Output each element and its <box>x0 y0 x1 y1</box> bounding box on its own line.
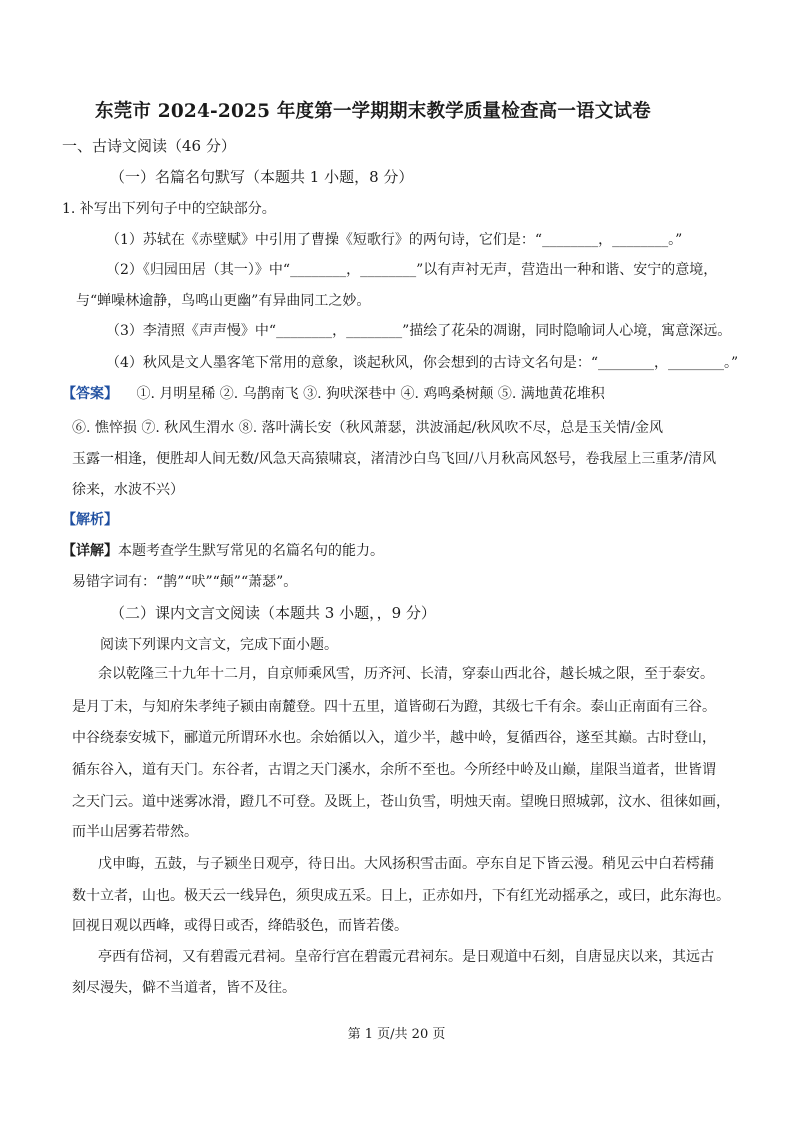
part-2-instruction: 阅读下列课内文言文，完成下面小题。 <box>100 637 338 653</box>
part-heading-dictation: （一）名篇名句默写（本题共 1 小题，8 分） <box>110 168 414 186</box>
answer-continuation: 徐来，水波不兴） <box>72 482 184 498</box>
answer-text: ①. 月明星稀 ②. 乌鹊南飞 ③. 狗吠深巷中 ④. 鸡鸣桑树颠 ⑤. 满地黄花堆积 <box>136 386 605 402</box>
detail-tag: 【详解】 <box>62 543 118 559</box>
passage-line: 中谷绕泰安城下，郦道元所谓环水也。余始循以入，道少半，越中岭，复循西谷，遂至其巅。古时登山， <box>72 730 716 746</box>
passage-line: 而半山居雾若带然。 <box>72 824 198 840</box>
passage-line: 刻尽漫失，僻不当道者，皆不及往。 <box>72 980 296 996</box>
passage-line: 循东谷入，道有天门。东谷者，古谓之天门溪水，余所不至也。今所经中岭及山巅，崖限当道者，世皆谓 <box>72 762 716 778</box>
question-1-item: （1）苏轼在《赤壁赋》中引用了曹操《短歌行》的两句诗，它们是：“________，________。” <box>106 232 683 248</box>
passage-line: 戊申晦，五鼓，与子颍坐日观亭，待日出。大风扬积雪击面。亭东自足下皆云漫。稍见云中白若樗蒱 <box>98 856 714 872</box>
section-heading-classical-reading: 一、古诗文阅读（46 分） <box>62 137 236 155</box>
passage-line: 余以乾隆三十九年十二月，自京师乘风雪，历齐河、长清，穿泰山西北谷，越长城之限，至于泰安。 <box>98 666 714 682</box>
question-1-item: （2）《归园田居（其一）》中“________，________”以有声衬无声，营造出一种和谐、安宁的意境， <box>106 262 718 278</box>
detail-text: 本题考查学生默写常见的名篇名句的能力。 <box>118 543 384 559</box>
answer-line <box>62 384 605 404</box>
question-1-item: （4）秋风是文人墨客笔下常用的意象，谈起秋风，你会想到的古诗文名句是：“________，________。” <box>106 355 739 371</box>
passage-line: 数十立者，山也。极天云一线异色，须臾成五采。日上，正赤如丹，下有红光动摇承之，或曰，此东海也。 <box>72 888 730 904</box>
passage-line: 回视日观以西峰，或得日或否，绛皓驳色，而皆若偻。 <box>72 918 408 934</box>
passage-line: 之天门云。道中迷雾冰滑，蹬几不可登。及既上，苍山负雪，明烛天南。望晚日照城郭，汶水、徂徕如画， <box>72 794 730 810</box>
question-1-item: （3）李清照《声声慢》中“________，________”描绘了花朵的凋谢，同时隐喻词人心境，寓意深远。 <box>106 323 732 339</box>
passage-line: 是月丁未，与知府朱孝纯子颍由南麓登。四十五里，道皆砌石为蹬，其级七千有余。泰山正南面有三谷。 <box>72 699 716 715</box>
answer-continuation: ⑥. 憔悴损 ⑦. 秋风生渭水 ⑧. 落叶满长安（秋风萧瑟，洪波涌起/秋风吹不尽，总是玉关情/金风 <box>72 420 664 436</box>
part-heading-classical-chinese: （二）课内文言文阅读（本题共 3 小题，，9 分） <box>110 604 436 622</box>
answer-continuation: 玉露一相逢，便胜却人间无数/风急天高猿啸哀，渚清沙白鸟飞回/八月秋高风怒号，卷我屋上三重茅/清风 <box>72 451 717 467</box>
analysis-tag: 【解析】 <box>62 512 118 528</box>
error-prone-words: 易错字词有：“鹊”“吠”“颠”“萧瑟”。 <box>72 574 298 590</box>
question-1-item: 与“蝉噪林逾静，鸟鸣山更幽”有异曲同工之妙。 <box>76 293 371 309</box>
passage-line: 亭西有岱祠，又有碧霞元君祠。皇帝行宫在碧霞元君祠东。是日观道中石刻，自唐显庆以来，其远古 <box>98 949 714 965</box>
page-footer: 第 1 页/共 20 页 <box>347 1027 446 1042</box>
detail-line <box>62 541 384 561</box>
document-title: 东莞市 2024-2025 年度第一学期期末教学质量检查高一语文试卷 <box>95 101 651 122</box>
question-1-stem: 1. 补写出下列句子中的空缺部分。 <box>62 201 276 217</box>
answer-tag: 【答案】 <box>62 386 118 402</box>
